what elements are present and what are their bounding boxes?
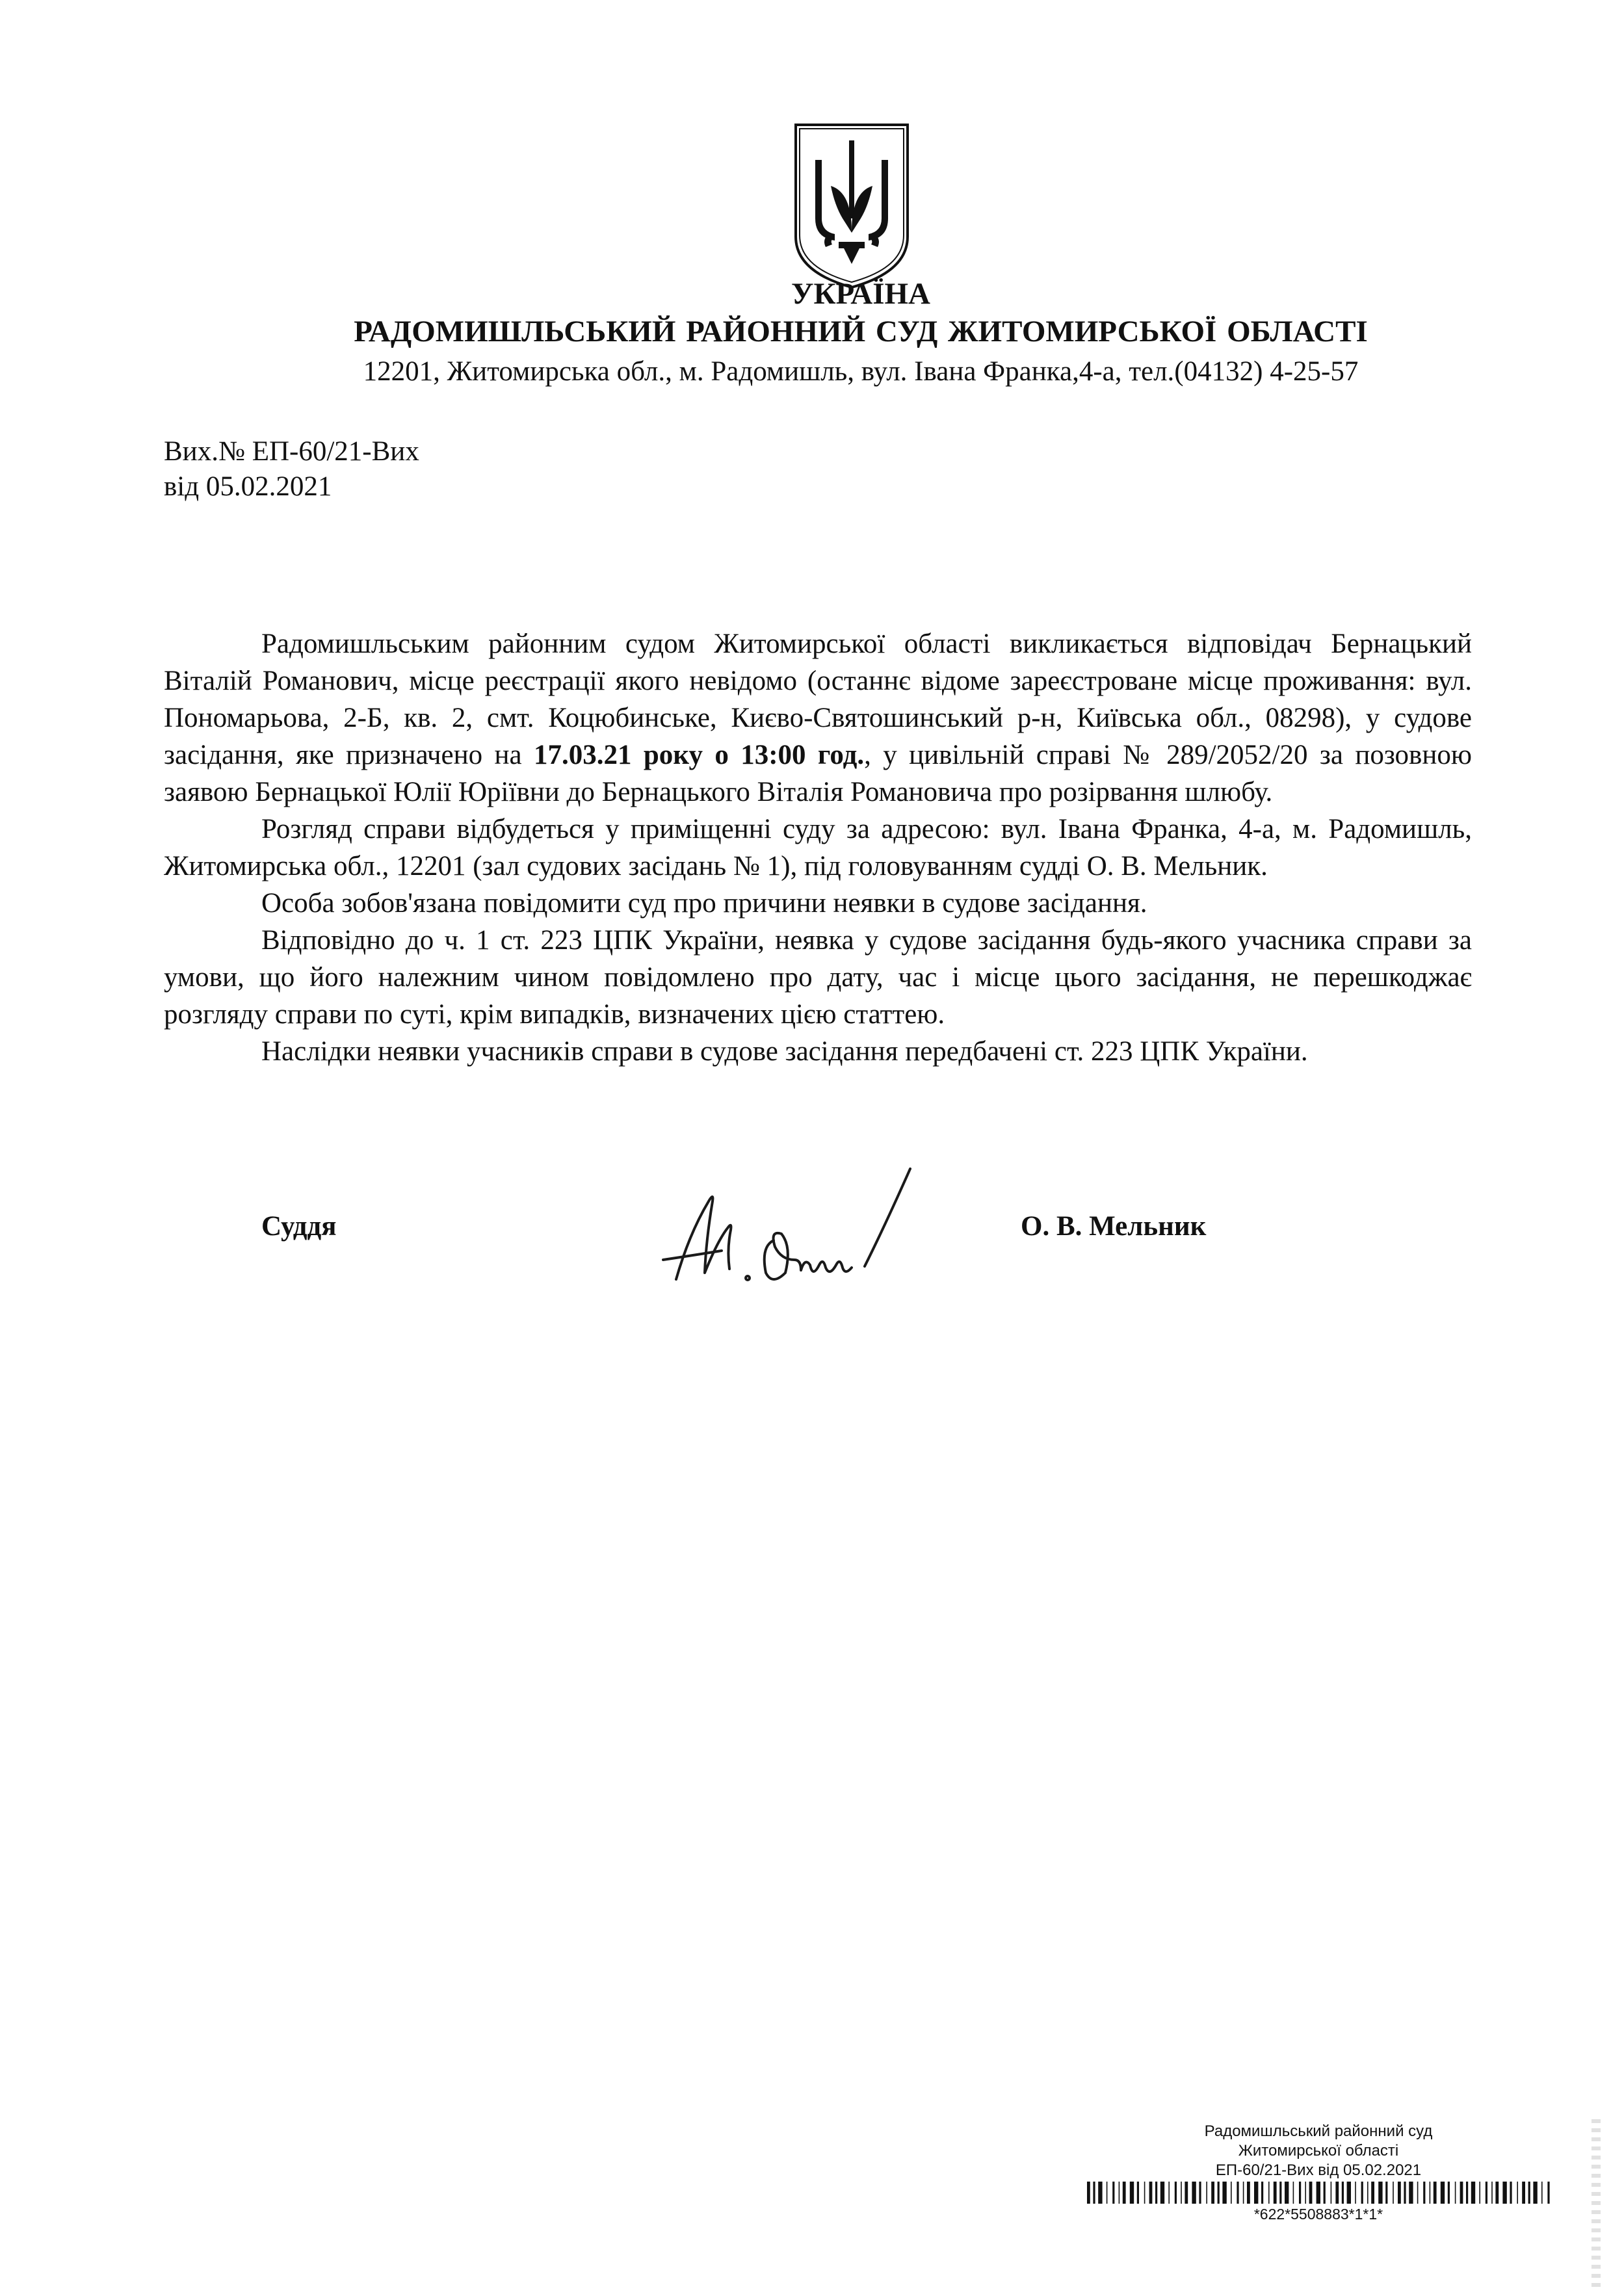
handwritten-signature-icon: [650, 1162, 930, 1299]
barcode-bar: [1502, 2182, 1506, 2204]
barcode-bar: [1417, 2182, 1419, 2204]
barcode-bar: [1254, 2182, 1258, 2204]
barcode-bar: [1144, 2182, 1146, 2204]
barcode-bar: [1181, 2182, 1182, 2204]
barcode-bar: [1441, 2182, 1445, 2204]
judge-title: Суддя: [261, 1211, 337, 1242]
barcode-bar: [1324, 2182, 1326, 2204]
barcode-bar: [1533, 2182, 1537, 2204]
barcode-bar: [1206, 2182, 1207, 2204]
barcode-bar: [1168, 2182, 1170, 2204]
barcode-bar: [1342, 2182, 1344, 2204]
barcode-bar: [1237, 2182, 1238, 2204]
barcode-bar: [1185, 2182, 1188, 2204]
barcode-bar: [1274, 2182, 1277, 2204]
body-paragraph-summons: Радомишльським районним судом Житомирської області викликається відповідач Бернацький Віталій Романович, місце реєстрації якого невідомо (останнє відоме зареєстроване місце проживання: вул. Пономарьова, 2-Б, кв. 2, смт. Коцюбинське, Києво-Святошинський р-н, Київська обл., 08298), у судове засідання, яке призначено на 17.03.21 року о 13:00 год., у цивільній справі № 289/2052/20 за позовною заявою Бернацької Юлії Юріївни до Бернацького Віталія Романовича про розірвання шлюбу.: [164, 629, 1472, 807]
barcode-bar: [1335, 2182, 1339, 2204]
body-paragraph-obligation: Особа зобов'язана повідомити суд про причини неявки в судове засідання.: [261, 888, 1147, 919]
hearing-date-time: 17.03.21 року о 13:00 год.: [534, 740, 865, 770]
stamp-region: Житомирської області: [1238, 2142, 1399, 2159]
barcode-bar: [1522, 2182, 1525, 2204]
barcode-bar: [1510, 2182, 1512, 2204]
barcode-bar: [1466, 2182, 1468, 2204]
barcode-bar: [1517, 2182, 1518, 2204]
barcode-bar: [1409, 2182, 1413, 2204]
court-name-heading: РАДОМИШЛЬСЬКИЙ РАЙОННИЙ СУД ЖИТОМИРСЬКОЇ ОБЛАСТІ: [354, 315, 1368, 348]
barcode-bar: [1211, 2182, 1214, 2204]
body-paragraph-location: Розгляд справи відбудеться у приміщенні суду за адресою: вул. Івана Франка, 4-а, м. Радомишль, Житомирська обл., 12201 (зал судових засідань № 1), під головуванням судді О. В. Мельник.: [164, 814, 1472, 881]
barcode-bar: [1479, 2182, 1480, 2204]
barcode-text: *622*5508883*1*1*: [1253, 2206, 1383, 2223]
barcode-bar: [1192, 2182, 1196, 2204]
barcode-bar: [1460, 2182, 1463, 2204]
barcode-bar: [1112, 2182, 1114, 2204]
barcode-bar: [1268, 2182, 1270, 2204]
barcode-bar: [1231, 2182, 1232, 2204]
barcode-bar: [1279, 2182, 1281, 2204]
barcode-bar: [1149, 2182, 1153, 2204]
barcode-bar: [1385, 2182, 1387, 2204]
barcode-bar: [1199, 2182, 1201, 2204]
country-heading: УКРАЇНА: [791, 277, 930, 311]
barcode-bar: [1491, 2182, 1493, 2204]
barcode-bar: [1123, 2182, 1126, 2204]
scan-edge-artifact: [1591, 2119, 1601, 2288]
barcode-bar: [1404, 2182, 1406, 2204]
barcode-bar: [1448, 2182, 1450, 2204]
stamp-reference: ЕП-60/21-Вих від 05.02.2021: [1215, 2161, 1422, 2179]
barcode-bar: [1175, 2182, 1177, 2204]
barcode-bar: [1398, 2182, 1401, 2204]
barcode-bar: [1119, 2182, 1120, 2204]
judge-name: О. В. Мельник: [1021, 1211, 1207, 1242]
barcode-bar: [1367, 2182, 1369, 2204]
barcode-bar: [1528, 2182, 1530, 2204]
barcode-bar: [1299, 2182, 1301, 2204]
barcode-bar: [1423, 2182, 1425, 2204]
barcode-bar: [1355, 2182, 1356, 2204]
barcode-bar: [1430, 2182, 1431, 2204]
barcode-bar: [1316, 2182, 1320, 2204]
barcode-bar: [1434, 2182, 1437, 2204]
barcode-icon: [1084, 2182, 1552, 2204]
barcode-bar: [1107, 2182, 1108, 2204]
barcode-bar: [1285, 2182, 1289, 2204]
barcode-bar: [1293, 2182, 1294, 2204]
outgoing-date: від 05.02.2021: [164, 471, 332, 502]
barcode-bar: [1495, 2182, 1499, 2204]
barcode-bar: [1309, 2182, 1313, 2204]
barcode-bar: [1371, 2182, 1374, 2204]
barcode-bar: [1247, 2182, 1250, 2204]
barcode-bar: [1087, 2182, 1090, 2204]
barcode-bar: [1393, 2182, 1394, 2204]
barcode-bar: [1305, 2182, 1306, 2204]
barcode-bar: [1471, 2182, 1475, 2204]
barcode-bar: [1222, 2182, 1226, 2204]
barcode-bar: [1218, 2182, 1220, 2204]
barcode-bar: [1137, 2182, 1139, 2204]
barcode-bar: [1331, 2182, 1332, 2204]
outgoing-reference: [164, 434, 419, 504]
barcode-bar: [1261, 2182, 1263, 2204]
barcode-bar: [1361, 2182, 1363, 2204]
barcode-bar: [1098, 2182, 1102, 2204]
letter-body: [164, 625, 1472, 1070]
barcode-bar: [1486, 2182, 1487, 2204]
barcode-bar: [1378, 2182, 1382, 2204]
barcode-bar: [1243, 2182, 1244, 2204]
barcode-bar: [1547, 2182, 1549, 2204]
tryzub-coat-of-arms-icon: [792, 121, 911, 291]
body-paragraph-consequences: Наслідки неявки учасників справи в судове засідання передбачені ст. 223 ЦПК України.: [261, 1036, 1308, 1067]
body-paragraph-law-reference: Відповідно до ч. 1 ст. 223 ЦПК України, неявка у судове засідання будь-якого учасника справи за умови, що його належним чином повідомлено про дату, час і місце цього засідання, не перешкоджає розгляду справи по суті, крім випадків, визначених цією статтею.: [164, 925, 1472, 1030]
stamp-court-name: Радомишльський районний суд: [1204, 2122, 1433, 2140]
barcode-bar: [1541, 2182, 1543, 2204]
barcode-bar: [1455, 2182, 1456, 2204]
barcode-bar: [1347, 2182, 1351, 2204]
barcode-bar: [1155, 2182, 1157, 2204]
barcode-bar: [1160, 2182, 1164, 2204]
outgoing-number: Вих.№ ЕП-60/21-Вих: [164, 436, 419, 467]
barcode-bar: [1130, 2182, 1134, 2204]
barcode-bar: [1093, 2182, 1095, 2204]
court-address: 12201, Житомирська обл., м. Радомишль, вул. Івана Франка,4-а, тел.(04132) 4-25-57: [363, 356, 1359, 387]
registration-stamp: [1084, 2122, 1552, 2180]
